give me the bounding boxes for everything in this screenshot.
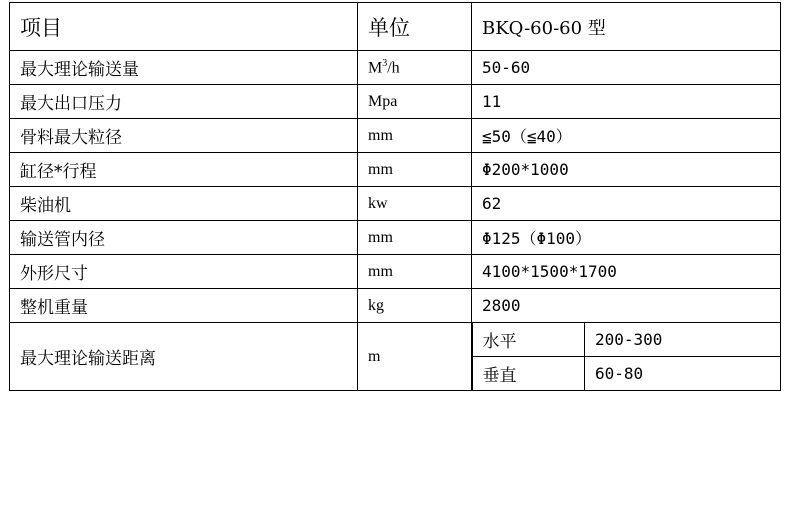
table-row — [10, 51, 781, 85]
table-row — [10, 221, 781, 255]
unit-superscript: 3 — [382, 57, 388, 69]
distance-name: 最大理论输送距离 — [10, 323, 358, 391]
row-value: Φ200*1000 — [472, 153, 781, 187]
horizontal-label: 水平 — [472, 323, 585, 357]
table-row — [10, 187, 781, 221]
row-unit: mm — [358, 221, 472, 255]
row-value: ≦50（≦40） — [472, 119, 781, 153]
row-value: 11 — [472, 85, 781, 119]
table-row — [10, 85, 781, 119]
header-unit: 单位 — [358, 3, 472, 51]
horizontal-value: 200-300 — [585, 323, 781, 357]
header-model: BKQ-60-60 型 — [472, 3, 781, 51]
row-name: 缸径*行程 — [10, 153, 358, 187]
row-name: 最大出口压力 — [10, 85, 358, 119]
row-unit: kg — [358, 289, 472, 323]
row-unit — [358, 51, 472, 85]
row-name: 骨料最大粒径 — [10, 119, 358, 153]
row-name: 外形尺寸 — [10, 255, 358, 289]
table-header-row — [10, 3, 781, 51]
row-unit: mm — [358, 119, 472, 153]
row-name: 输送管内径 — [10, 221, 358, 255]
vertical-value: 60-80 — [585, 357, 781, 391]
spec-table — [9, 2, 781, 391]
row-value: 4100*1500*1700 — [472, 255, 781, 289]
row-unit: Mpa — [358, 85, 472, 119]
row-unit: kw — [358, 187, 472, 221]
row-value: 62 — [472, 187, 781, 221]
row-value: 50-60 — [472, 51, 781, 85]
row-name: 整机重量 — [10, 289, 358, 323]
row-unit: mm — [358, 255, 472, 289]
row-unit: mm — [358, 153, 472, 187]
table-row — [10, 119, 781, 153]
row-name: 最大理论输送量 — [10, 51, 358, 85]
table-row — [10, 255, 781, 289]
row-value: Φ125（Φ100） — [472, 221, 781, 255]
row-value: 2800 — [472, 289, 781, 323]
table-row — [10, 153, 781, 187]
row-name: 柴油机 — [10, 187, 358, 221]
distance-unit: m — [358, 323, 472, 391]
unit-base: M — [368, 59, 383, 77]
distance-row-horizontal — [10, 323, 781, 357]
table-row — [10, 289, 781, 323]
header-item: 项目 — [10, 3, 358, 51]
vertical-label: 垂直 — [472, 357, 585, 391]
unit-tail: /h — [387, 59, 400, 77]
